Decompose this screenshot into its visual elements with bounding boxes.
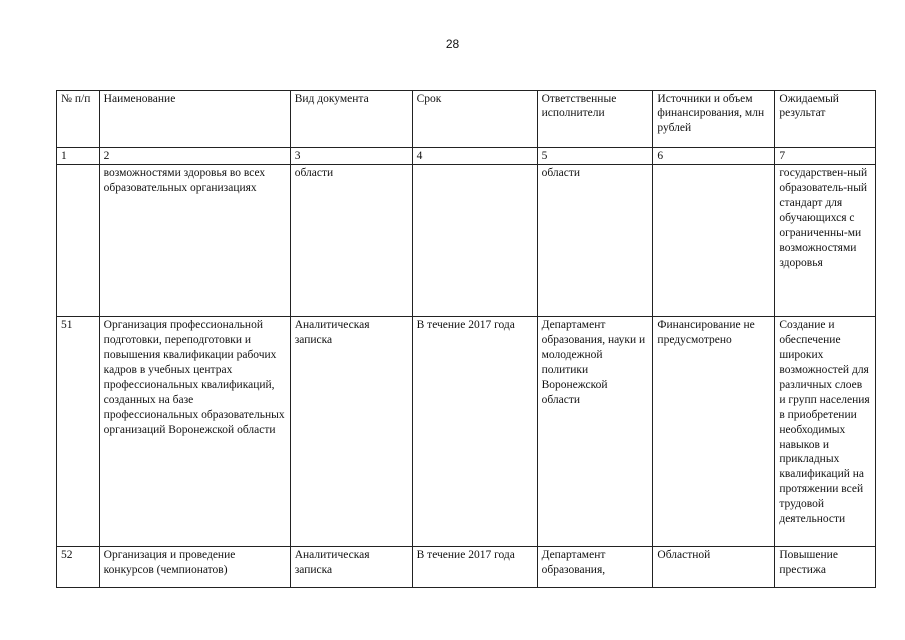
- column-number-row: [57, 148, 876, 165]
- cell-name: Организация профессиональной подготовки, переподготовки и повышения квалификации рабочих кадров в учебных центрах профессиональных квалификаций, созданных на базе профессиональных образовательных организаций Воронежской области: [99, 317, 290, 547]
- header-executors: Ответственные исполнители: [537, 91, 653, 148]
- cell-executors: Департамент образования,: [537, 547, 653, 588]
- table-row: [57, 547, 876, 588]
- header-result: Ожидаемый результат: [775, 91, 876, 148]
- cell-name: возможностями здоровья во всех образовательных организациях: [99, 165, 290, 317]
- cell-result: Повышение престижа: [775, 547, 876, 588]
- column-number: 3: [290, 148, 412, 165]
- cell-executors: Департамент образования, науки и молодежной политики Воронежской области: [537, 317, 653, 547]
- cell-financing: Областной: [653, 547, 775, 588]
- cell-number: [57, 165, 100, 317]
- column-number: 7: [775, 148, 876, 165]
- header-name: Наименование: [99, 91, 290, 148]
- header-term: Срок: [412, 91, 537, 148]
- cell-term: В течение 2017 года: [412, 547, 537, 588]
- column-number: 4: [412, 148, 537, 165]
- cell-number: 52: [57, 547, 100, 588]
- table-row: [57, 165, 876, 317]
- action-plan-table: [56, 90, 876, 588]
- header-number: № п/п: [57, 91, 100, 148]
- column-number: 5: [537, 148, 653, 165]
- table-header-row: [57, 91, 876, 148]
- cell-financing: Финансирование не предусмотрено: [653, 317, 775, 547]
- page-number: 28: [445, 37, 460, 51]
- table-row: [57, 317, 876, 547]
- cell-doc-type: области: [290, 165, 412, 317]
- cell-executors: области: [537, 165, 653, 317]
- header-doc-type: Вид документа: [290, 91, 412, 148]
- column-number: 1: [57, 148, 100, 165]
- cell-doc-type: Аналитическая записка: [290, 317, 412, 547]
- header-financing: Источники и объем финансирования, млн рублей: [653, 91, 775, 148]
- cell-number: 51: [57, 317, 100, 547]
- column-number: 6: [653, 148, 775, 165]
- cell-term: В течение 2017 года: [412, 317, 537, 547]
- cell-result: государствен-ный образователь-ный стандарт для обучающихся с ограниченны-ми возможностями здоровья: [775, 165, 876, 317]
- cell-name: Организация и проведение конкурсов (чемпионатов): [99, 547, 290, 588]
- column-number: 2: [99, 148, 290, 165]
- cell-financing: [653, 165, 775, 317]
- cell-term: [412, 165, 537, 317]
- cell-result: Создание и обеспечение широких возможностей для различных слоев и групп населения в приобретении необходимых навыков и прикладных квалификаций на протяжении всей трудовой деятельности: [775, 317, 876, 547]
- cell-doc-type: Аналитическая записка: [290, 547, 412, 588]
